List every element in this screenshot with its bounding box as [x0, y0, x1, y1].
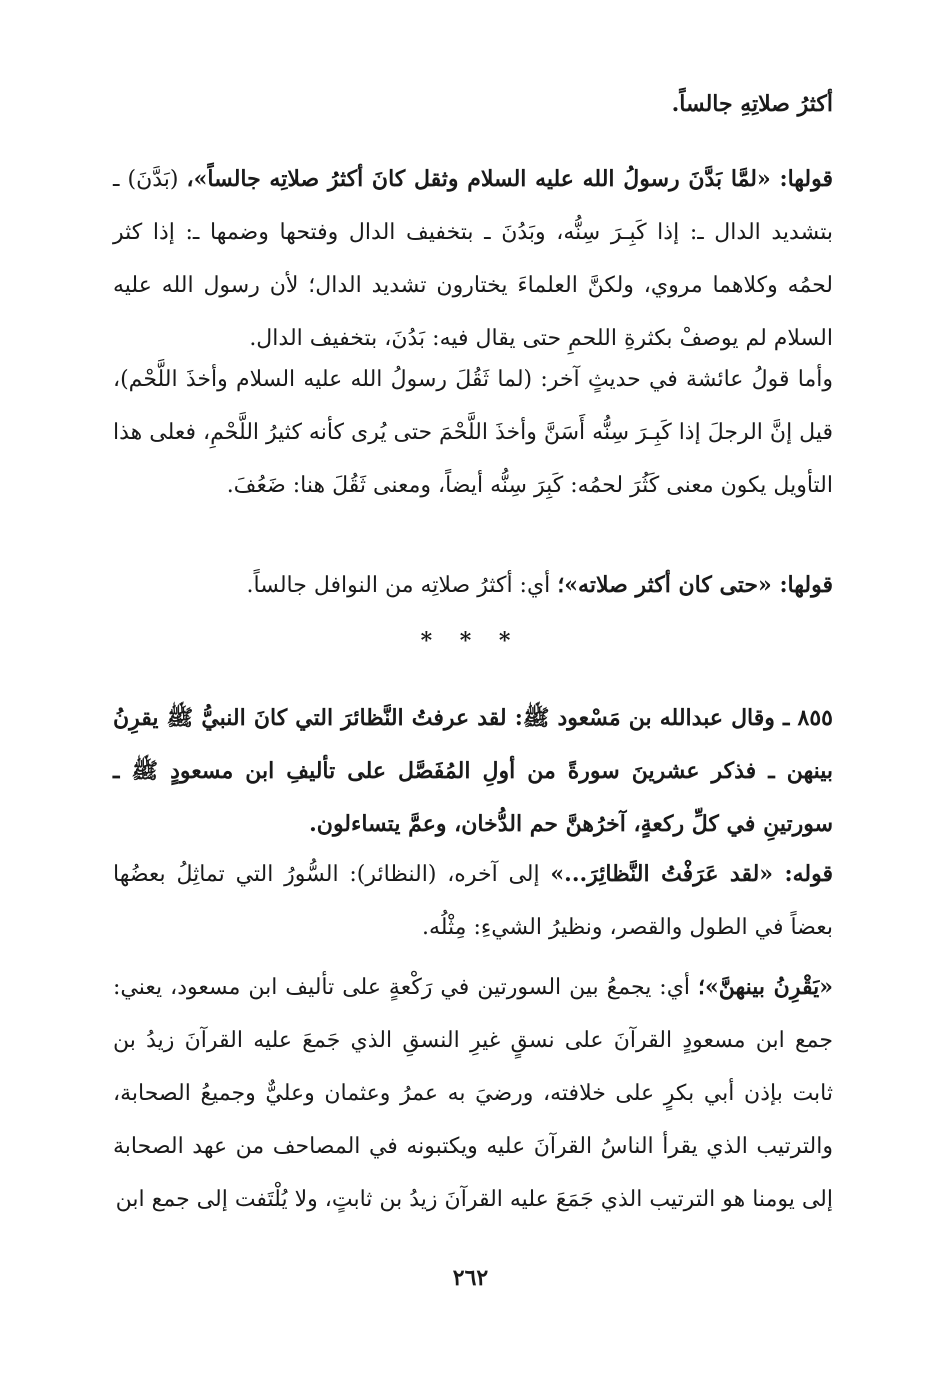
hadith-text: ٨٥٥ ـ وقال عبدالله بن مَسْعود ﷺ: لقد عرفتُ النَّظائرَ التي كانَ النبيُّ ﷺ يقرِنُ بينهن ـ فذكر عشرينَ سورةً من أولِ المُفَصَّل على تأليفِ ابن مسعودٍ ﷺ ـ سورتينِ في كلِّ ركعةٍ، آخرُهنَّ حم الدُّخان، وعمَّ يتساءلون. — [113, 705, 833, 837]
commentary-paragraph-5 — [113, 961, 833, 1226]
quote-lead: قوله: «لقد عَرَفْتُ النَّظائِرَ...» — [550, 861, 833, 887]
commentary-text: إلى آخره، (النظائر): السُّورُ التي تماثِلُ بعضُها بعضاً في الطول والقصر، ونظيرُ الشيءِ: مِثْلُه. — [113, 862, 833, 940]
commentary-text: أي: يجمعُ بين السورتين في رَكْعةٍ على تأليف ابن مسعود، يعني: جمع ابن مسعودٍ القرآنَ على نسقٍ غيرِ النسقِ الذي جَمعَ عليه القرآنَ زيدُ بن ثابت بإذن أبي بكرٍ على خلافته، ورضيَ به عمرُ وعثمان وعليٌّ وجميعُ الصحابة، والترتيب الذي يقرأ الناسُ القرآنَ عليه ويكتبونه في المصاحف من عهد الصحابة إلى يومنا هو الترتيب الذي جَمَعَ عليه القرآنَ زيدُ بن ثابتٍ، ولا يُلْتَفت إلى جمع ابن — [113, 975, 833, 1212]
section-separator: * * * — [420, 628, 521, 654]
commentary-paragraph-4 — [113, 848, 833, 954]
commentary-paragraph-2: وأما قولُ عائشة في حديثٍ آخر: (لما ثَقُلَ رسولُ الله عليه السلام وأخذَ اللَّحْم)، قيل إنَّ الرجلَ إذا كَبِـرَ سِنُّه أَسَنَّ وأخذَ اللَّحْمَ حتى يُرى كأنه كثيرُ اللَّحْمِ، فعلى هذا التأويل يكون معنى كَثُرَ لحمُه: كَبِرَ سِنُّه أيضاً، ومعنى ثَقُلَ هنا: ضَعُفَ. — [113, 367, 834, 498]
commentary-text: أي: أكثرُ صلاتِه من النوافل جالساً. — [246, 573, 551, 598]
commentary-text: (بَدَّنَ) ـ بتشديد الدال ـ: إذا كَبِـرَ سِنُّه، وبَدُنَ ـ بتخفيف الدال وفتحها وضمها ـ: إذا كثر لحمُه وكلاهما مروي، ولكنَّ العلماءَ يختارون تشديد الدال؛ لأن رسول الله عليه السلام لم يوصفْ بكثرةِ اللحمِ حتى يقال فيه: بَدُنَ، بتخفيف الدال. — [113, 167, 833, 351]
commentary-paragraph-3 — [113, 559, 833, 612]
commentary-paragraph-1 — [113, 153, 833, 365]
continuation-line: أكثرُ صلاتِهِ جالساً. — [671, 91, 833, 117]
quote-lead: قولها: «لمَّا بَدَّنَ رسولُ الله عليه السلام وثقل كانَ أكثرُ صلاتِه جالساً»، — [186, 166, 834, 192]
page-number: ٢٦٢ — [452, 1265, 489, 1291]
quote-lead: قولها: «حتى كان أكثر صلاته»؛ — [557, 572, 833, 598]
quote-lead: «يَقْرِنُ بينهنَّ»؛ — [698, 974, 833, 1000]
